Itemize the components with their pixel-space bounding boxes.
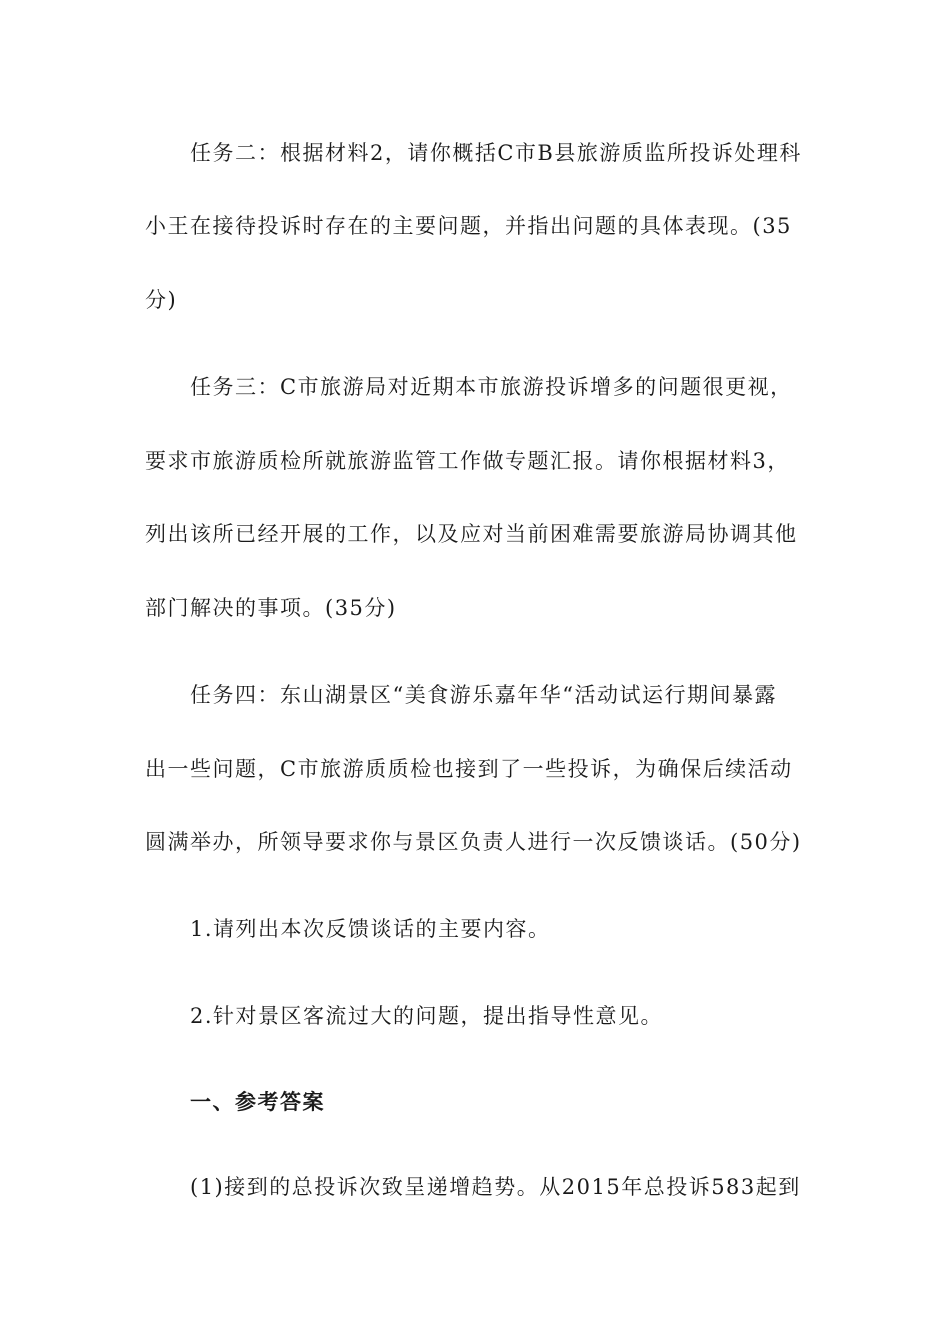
answer-line-1: (1)接到的总投诉次致呈递增趋势。从2015年总投诉583起到 xyxy=(190,1175,801,1199)
task4-item-1: 1.请列出本次反馈谈话的主要内容。 xyxy=(190,917,551,941)
task2-line-3: 分) xyxy=(145,288,178,312)
task3-line-1: 任务三：C市旅游局对近期本市旅游投诉增多的问题很更视， xyxy=(190,375,793,399)
answer-heading: 一、参考答案 xyxy=(190,1089,325,1114)
task2-line-2: 小王在接待投诉时存在的主要问题，并指出问题的具体表现。(35 xyxy=(145,214,792,238)
task4-item-2: 2.针对景区客流过大的问题，提出指导性意见。 xyxy=(190,1004,664,1028)
task4-line-3: 圆满举办，所领导要求你与景区负责人进行一次反馈谈话。(50分) xyxy=(145,830,802,854)
task4-line-1: 任务四：东山湖景区“美食游乐嘉年华“活动试运行期间暴露 xyxy=(190,683,777,707)
task3-line-3: 列出该所已经开展的工作，以及应对当前困难需要旅游局协调其他 xyxy=(145,522,798,546)
task4-line-2: 出一些问题，C市旅游质质检也接到了一些投诉，为确保后续活动 xyxy=(145,757,793,781)
task3-line-4: 部门解决的事项。(35分) xyxy=(145,596,397,620)
task2-line-1: 任务二：根据材料2，请你概括C市B县旅游质监所投诉处理科 xyxy=(190,141,802,165)
task3-line-2: 要求市旅游质检所就旅游监管工作做专题汇报。请你根据材料3， xyxy=(145,449,790,473)
